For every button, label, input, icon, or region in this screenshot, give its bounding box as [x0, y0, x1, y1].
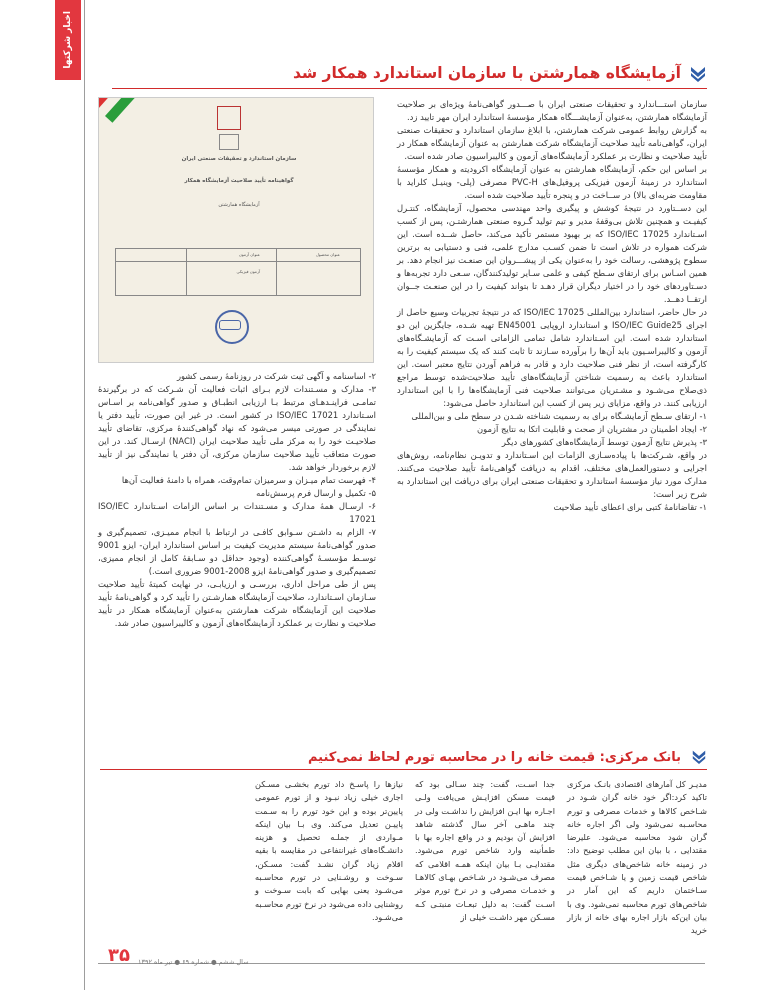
article1-right-column [397, 98, 707, 514]
paragraph: به گزارش روابط عمومی شرکت همارشتن، با ابلاغ سازمان استاندارد و تحقیقات صنعتی ایران، گواهی‌نامه تأیید صلاحیت آزمایشگاه شرکت همارشتن به عنوان آزمایشگاه همکار در تأیید صلاحیت و نظارت بر عملکرد آزمایشگاه‌های آزمون و کالیبراسیون صادر شده است. [397, 125, 707, 161]
section-tab-label: اخبار شرکتها [63, 11, 73, 69]
list-item: ۷- الزام به داشـتن سـوابق کافـی در ارتباط با انجام ممیـزی، تصمیم‌گیری و صدور گواهی‌نامهٔ سیستم مدیریت کیفیت بر اساس استاندارد ایران- ایزو 9001 توسـط مؤسسـهٔ گواهی‌کننده (وجود حداقل دو سـابقهٔ کامل از انجام ممیزی، تصمیم‌گیری و صدور گواهی‌نامهٔ ایزو 2008-9001 ضروری است.) [98, 527, 376, 576]
cert-col1: عنوان محصول [315, 252, 340, 257]
article2-column-2 [415, 778, 555, 924]
paragraph: پس از طی مراحل اداری، بررسـی و ارزیابـی، در نهایت کمیتهٔ تأیید صلاحیت سـازمان اسـتاندارد، صلاحیت آزمایشگاه همارشـتن را تأیید کرد و گواهی‌نامهٔ تأیید صلاحیت این آزمایشگاه شرکت همارشتن به‌عنوان آزمایشگاه همکار در تأیید صلاحیت و نظارت بر عملکرد آزمایشگاه‌های آزمون و کالیبراسیون صادر شد. [98, 579, 376, 628]
cert-org: سازمان استاندارد و تحقیقات صنعتی ایران [181, 156, 297, 162]
article2-column-3 [255, 778, 403, 924]
paragraph: این دســتاورد در نتیجهٔ کوشش و پیگیری واحد مهندسی محصول، آزمایشگاه، کنتـرل کیفیـت و همچنین تلاش بی‌وقفهٔ مدیر و تیم تولید گـروه صنعتی همارشتـن، پس از کسب اسـتاندارد ISO/IEC 17025 که بر بهبود مستمر تأکید می‌کند، حاصل شــده است. این شرکت همواره در تلاش است تا ضمن کسـب مدارج علمی، فنی و دستیابی به برترین سطوح پژوهشی، رسالت خود را به‌عنوان یکی از پیشـــروان این صنعـت نیز انجام دهد. بر همین اسـاس برای ارتقای سـطح کیفی و علمی سـایر تولیدکنندگان، سـعی دارد تجربه‌ها و دسـتاوردهای خود را در اختیار دیگران قرار دهـد تا بتواند کیفیت را در این صنعـت جــوان ارتقــا دهــد. [397, 203, 707, 304]
paragraph: در واقع، شـرکت‌ها با پیاده‌سـازی الزامات این اسـتاندارد و تدویـن نظام‌نامه، روش‌های اجرایی و دستورالعمل‌های مختلف، اقدام به دریافت گواهی‌نامهٔ تأیید صلاحیت می‌کنند. مدارک مورد نیاز مؤسسهٔ استاندارد و تحقیقات صنعتی ایران برای دریافت این استاندارد به شرح زیر است: [397, 450, 707, 499]
article2-heading [308, 748, 707, 766]
article1-title: آزمایشگاه همارشتن با سازمان استاندارد همکار شد [292, 64, 681, 82]
page-number: ۳۵ [108, 945, 130, 966]
article1-left-column [98, 370, 376, 630]
section-tab [55, 0, 81, 80]
article1-heading [293, 64, 707, 82]
paragraph: نیازها را پاسـخ داد تورم بخشـی مسـکن اجاری خیلی زیاد نبـود و از تورم عمومی پایین‌تر بوده و این خود تورم را به سـمت پاییـن تعدیل می‌کند. وی بـا بیان اینکه مـواردی از جملـه تحصیل و هزینه دانشـگاه‌های غیرانتفاعی در مقایسه با بقیه اقلام زیاد گران نشـد گفت: مسـکن، سـوخت و روشـنایی در تورم محاسـبه می‌شـود یعنی بهایی که بابت سـوخت و روشنایی داده می‌شود در نرخ تورم محاسـبه می‌شـود. [255, 779, 403, 922]
title-rule [100, 769, 707, 770]
list-item: ۱- ارتقای سـطح آزمایشـگاه برای به رسمیت شناخته شـدن در سطح ملی و بین‌المللی [411, 411, 707, 421]
article2-title: بانک مرکزی: قیمت خانه را در محاسبه تورم لحاظ نمی‌کنیم [307, 749, 681, 765]
list-item: ۶- ارسـال همهٔ مدارک و مسـتندات بر اساس الزامات اسـتاندارد ISO/IEC 17021 [98, 501, 376, 524]
title-rule [112, 88, 707, 89]
list-item: ۲- ایجاد اطمینان در مشتریان از صحت و قابلیت اتکا به نتایج آزمون [476, 424, 707, 434]
paragraph: جدا اسـت، گفت: چند سـالی بود که قیمت مسکن افزایـش می‌یافت ولـی اجـاره بها ایـن افزایش را نداشـت ولی در چند ماهـی آخر سال گذشته شاهد افزایش آن بودیم و در واقع اجاره بها با طمأنینه وارد شاخص تورم می‌شود. مقتدایـی بـا بیان اینکه همـه اقلامی که مصرف می‌شـود در شـاخص بهـای کالاهـا و خدمـات مصرفی و در نرخ تورم موثر اسـت گفت: به دلیل تبعـات منبتـی کـه مسـکن مهر داشـت خیلی از [415, 779, 555, 922]
cert-subtitle: گواهینامه تأیید صلاحیت آزمایشگاه همکار [184, 178, 294, 184]
margin-divider [84, 0, 85, 990]
chevron-down-icon [689, 64, 707, 82]
cert-row-test: آزمون فیزیکی [236, 269, 260, 274]
cert-lab: آزمایشگاه همارشتن [218, 202, 260, 208]
list-item: ۵- تکمیل و ارسال فرم پرسش‌نامه [256, 488, 376, 498]
logo-icon [219, 134, 239, 150]
chevron-down-icon [689, 748, 707, 766]
list-item: ۴- فهرست تمام میـزان و سرمیزان تمام‌وقت، همراه با دامنهٔ فعالیت آن‌ها [121, 475, 376, 485]
paragraph: مدیـر کل آمارهای اقتصادی بانـک مرکزی تاکید کرد:اگر خود خانه گران شـود در شـاخص کالاها و خدمات مصرفی و تورم محاسـبه نمی‌شود ولی اگر اجاره خانه گران شود محاسبه می‌شود. علیرضا مقتدایی ، با بیان این مطلب توضیح داد: در زمینه خانه شاخص‌های دیگری مثل شاخص قیمت زمین و یا شـاخص قیمت سـاختمان داریم که این آمار در شاخص‌های تورم محاسبه نمی‌شود. وی با بیان این‌که بازار اجاره بهای خانه از بازار خرید [567, 779, 707, 936]
paragraph: بر اساس این حکم، آزمایشگاه همارشتن به عنوان آزمایشگاه اکرودیته و همکار مؤسسهٔ استاندارد در زمینهٔ آزمون فیزیکی پروفیل‌های PVC-H مصرفی (پلی- وینیـل کلراید با مقاومت ضربه‌ای بالا) در ســاخت در و پنجره تأیید صلاحیت شده است. [397, 164, 707, 200]
paragraph: در حال حاضر، استاندارد بین‌المللی ISO/IEC 17025 که در نتیجهٔ تجربیات وسیع حاصل از اجرای ISO/IEC Guide25 و استاندارد اروپایی EN45001 تهیه شـده، جایگزین این دو استاندارد شده است. این اسـتاندارد شامل تمامی الزاماتی اسـت که آزمایشـگاه‌های آزمون و کالیبراسـیون باید آن‌ها را برآورده سـازند تا ثابت کنند که یک سیستم کیفیت را به کارگرفته است، از نظر فنی صلاحیت دارد و قادر به فراهم آوردن نتایج معتبر است. این استاندارد باعث به رسمیت شناختن آزمایشگاه‌های تأیید صلاحیت‌شده توسط مراجع ذی‌صلاح می‌شـود و مشـتریان می‌توانند صلاحیت فنی آزمایشگاه‌ها را با این استاندارد ارزیابی کنند. در واقع، مزایای زیر پس از کسب این استاندارد حاصل می‌شود: [397, 307, 708, 408]
list-item: ۲- اساسنامه و آگهی ثبت شرکت در روزنامهٔ رسمی کشور [176, 371, 376, 381]
certificate-image [98, 97, 374, 363]
article2-column-1 [567, 778, 707, 938]
emblem-icon [217, 106, 241, 130]
issue-info: سال ششم ● شماره ۶۹ ● تیر ماه ۱۳۹۲ [138, 958, 249, 966]
cert-col2: عنوان آزمون [238, 252, 260, 257]
flag-stripe-green [105, 97, 173, 123]
list-item: ۱- تقاضانامهٔ کتبی برای اعطای تأیید صلاحیت [553, 502, 707, 512]
list-item: ۳- پذیرش نتایج آزمون توسط آزمایشگاه‌های کشورهای دیگر [501, 437, 707, 447]
signature-icon [219, 320, 241, 330]
list-item: ۳- مدارک و مسـتندات لازم بـرای اثبات فعالیت آن شـرکت که در برگیرندهٔ تمامـی فراینـدهـای مرتبط بـا ارزیابی انطبـاق و صدور گواهی‌نامه بر اسـاس اسـتاندارد ISO/IEC 17021 در کشور است. در غیر این صورت، تأیید دفتر یا نمایندگی در صورتی میسر می‌شود که نهاد گواهی‌کنندهٔ مرکزی، تقاضای تأیید صلاحیـت خود را به مرکز ملی تأیید صلاحیت ایران (NACI) ارسـال کند. در این صورت متعاقب تأیید صلاحیت سازمان مرکزی، آن دفتر یا نمایندگی نیز از تأیید لازم برخوردار خواهد شد. [98, 384, 376, 472]
cert-table [115, 248, 361, 296]
paragraph: سازمان استـــاندارد و تحقیقات صنعتی ایران با صـــدور گواهی‌نامهٔ ویژه‌ای بر صلاحیت آزمایشگاه همارشتن، به‌عنوان آزمایشـــگاه همکار مؤسسهٔ استاندارد ایران مهر تایید زد. [397, 99, 707, 122]
